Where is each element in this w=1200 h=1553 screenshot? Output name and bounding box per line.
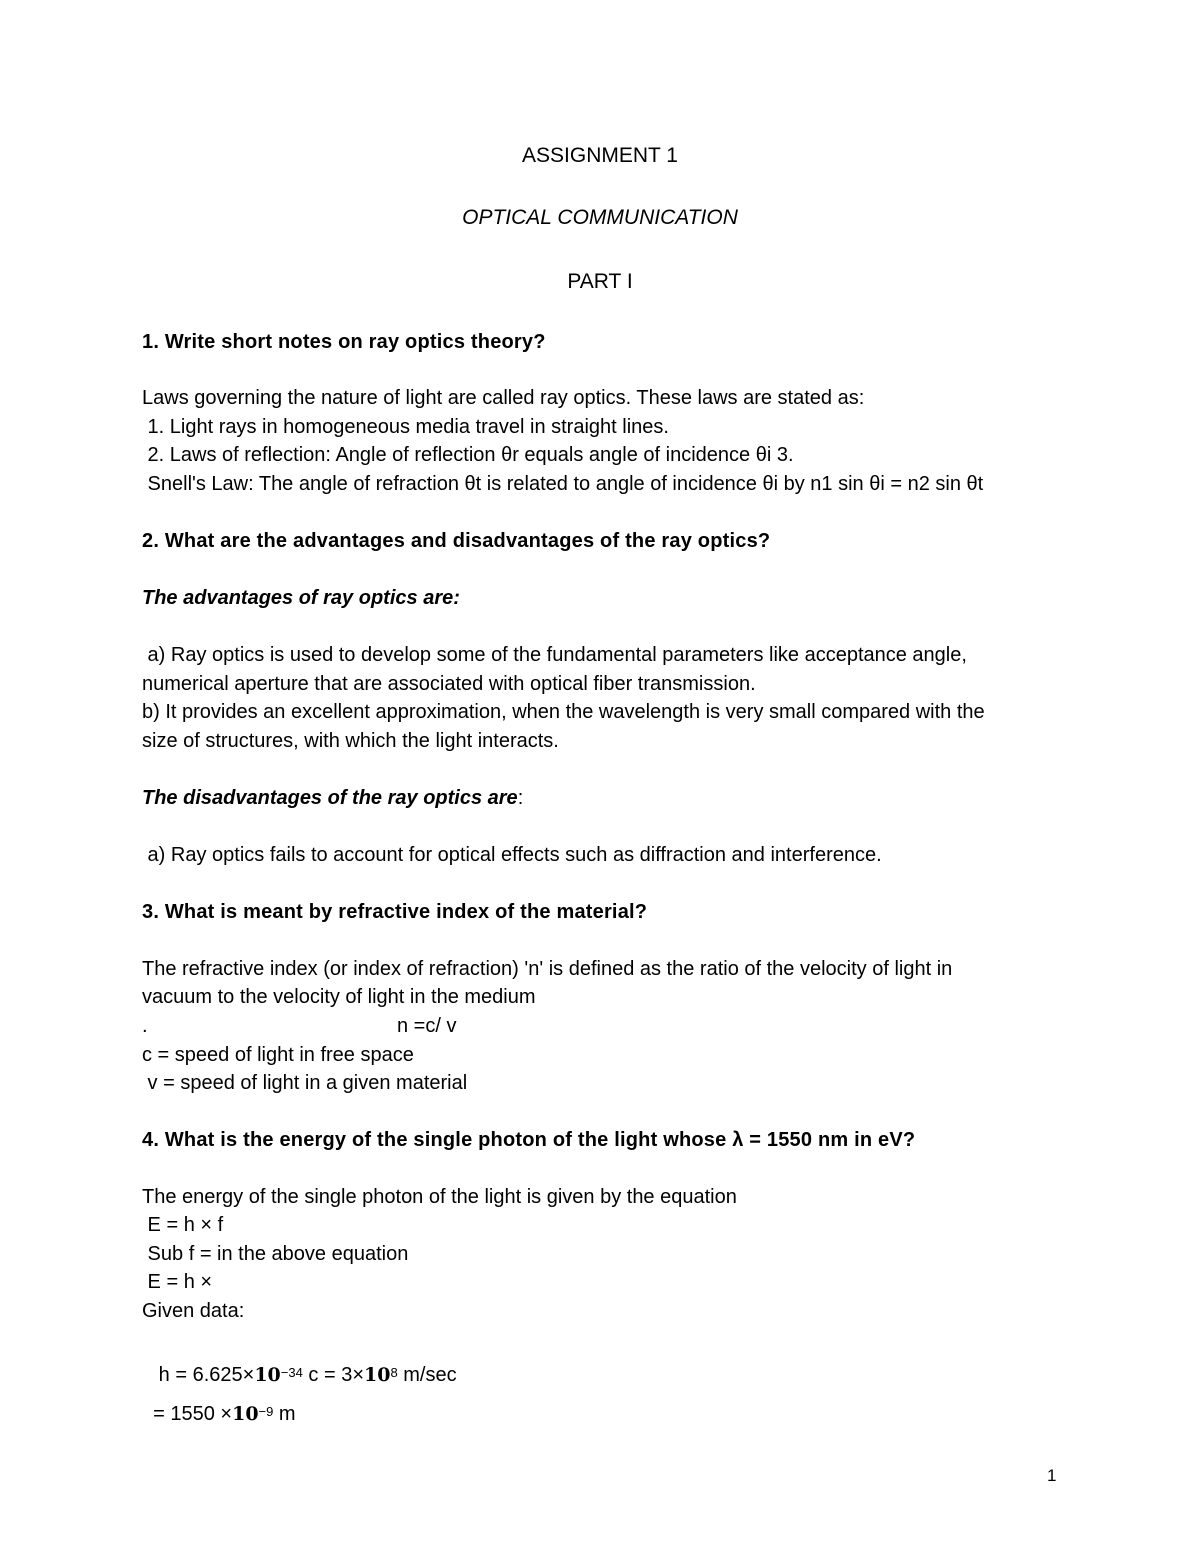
q3-definition-line: v = speed of light in a given material	[142, 1072, 468, 1094]
disadvantages-heading-colon: :	[517, 787, 524, 809]
q4-answer-line: E = h ×	[142, 1271, 213, 1293]
q2-advantage-line: a) Ray optics is used to develop some of the fundamental parameters like acceptance angle,	[142, 644, 967, 666]
h-power-base: 10	[254, 1364, 281, 1386]
h-power-exponent: −34	[280, 1365, 303, 1380]
lambda-value-prefix: = 1550 ×	[153, 1403, 233, 1425]
course-subtitle: OPTICAL COMMUNICATION	[462, 206, 738, 229]
q4-answer-line: Sub f = in the above equation	[142, 1243, 409, 1265]
q3-answer-line: The refractive index (or index of refraction) 'n' is defined as the ratio of the velocity of light in	[142, 958, 953, 980]
q1-answer-line: 1. Light rays in homogeneous media travel in straight lines.	[142, 416, 669, 438]
q2-disadvantage-line: a) Ray optics fails to account for optical effects such as diffraction and interference.	[142, 844, 882, 866]
c-power-base: 10	[364, 1364, 391, 1386]
c-power-exponent: 8	[390, 1365, 398, 1380]
given-lambda	[142, 1372, 296, 1428]
part-heading: PART I	[567, 270, 633, 293]
c-unit: m/sec	[397, 1364, 457, 1386]
lambda-power-base: 10	[232, 1403, 259, 1425]
page-number: 1	[1047, 1466, 1057, 1485]
q3-formula-dot: .	[142, 1015, 148, 1037]
question-4: 4. What is the energy of the single photon of the light whose λ = 1550 nm in eV?	[142, 1129, 916, 1151]
q1-answer-line: Snell's Law: The angle of refraction θt is related to angle of incidence θi by n1 sin θi = n2 sin θt	[142, 473, 984, 495]
disadvantages-heading-text: The disadvantages of the ray optics are	[142, 787, 518, 809]
question-2: 2. What are the advantages and disadvantages of the ray optics?	[142, 530, 771, 552]
assignment-title: ASSIGNMENT 1	[522, 144, 678, 167]
lambda-unit: m	[273, 1403, 296, 1425]
q1-answer-line: 2. Laws of reflection: Angle of reflection θr equals angle of incidence θi 3.	[142, 444, 794, 466]
q4-answer-line: E = h × f	[142, 1214, 224, 1236]
h-value-prefix: h = 6.625×	[153, 1364, 255, 1386]
refractive-index-formula: n =c/ v	[397, 1015, 457, 1037]
q2-advantage-line: b) It provides an excellent approximation, when the wavelength is very small compared with the	[142, 701, 985, 723]
q3-answer-line: vacuum to the velocity of light in the medium	[142, 986, 536, 1008]
q2-advantage-line: numerical aperture that are associated with optical fiber transmission.	[142, 673, 756, 695]
q4-answer-line: The energy of the single photon of the light is given by the equation	[142, 1186, 737, 1208]
q2-advantage-line: size of structures, with which the light interacts.	[142, 730, 559, 752]
q3-definition-line: c = speed of light in free space	[142, 1044, 414, 1066]
disadvantages-heading	[142, 784, 523, 812]
question-3: 3. What is meant by refractive index of the material?	[142, 901, 648, 923]
question-1: 1. Write short notes on ray optics theory?	[142, 331, 546, 353]
lambda-power-exponent: −9	[258, 1404, 274, 1419]
q4-answer-line: Given data:	[142, 1300, 245, 1322]
c-value-prefix: c = 3×	[302, 1364, 364, 1386]
q1-answer-line: Laws governing the nature of light are called ray optics. These laws are stated as:	[142, 387, 865, 409]
advantages-heading: The advantages of ray optics are:	[142, 587, 460, 609]
